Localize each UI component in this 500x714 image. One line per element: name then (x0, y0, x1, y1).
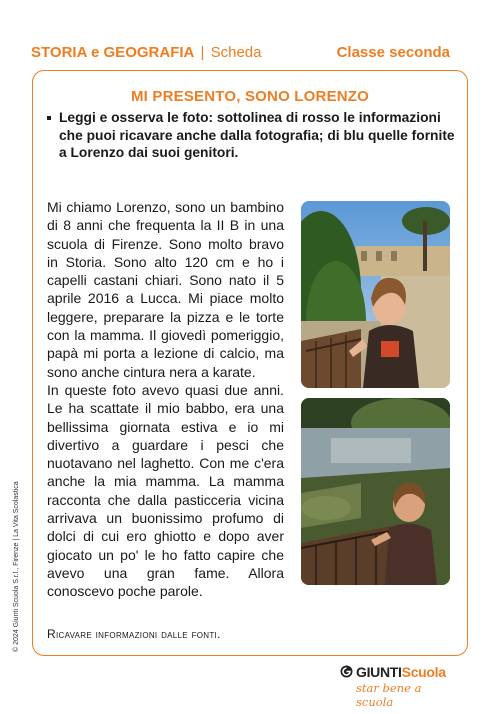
story-paragraph-2: In queste foto avevo quasi due anni. Le ha scattate il mio babbo, era una bellissima giornata estiva e io mi divertivo a guardare i pesci che nuotavano nel laghetto. Con me c'era anche la mia mamma. La mamma racconta che dalla pasticceria vicina arrivava un buonissimo profumo di dolci di cui ero ghiotto e dopo aver giocato un po' le ho fatto capire che avevo una gran fame. Allora conoscevo poche parole. (47, 381, 284, 600)
photo-child-garden (301, 201, 450, 388)
bullet-icon (47, 116, 51, 120)
logo-brand-accent: Scuola (401, 664, 446, 680)
instruction-text: Leggi e osserva le foto: sottolinea di rosso le informazioni che puoi ricavare anche dalla fotografia; di blu quelle fornite a Lorenzo dai suoi genitori. (59, 110, 455, 160)
header-separator: | (200, 44, 205, 61)
section-label: Scheda (210, 44, 262, 61)
instruction-block (47, 109, 462, 162)
story-text (47, 198, 284, 601)
publisher-logo (340, 664, 452, 709)
photo-child-pond (301, 398, 450, 585)
subject-label: STORIA e GEOGRAFIA (31, 44, 195, 61)
page-header (31, 44, 450, 66)
grade-label: Classe seconda (336, 44, 450, 61)
header-subject-area (31, 44, 261, 61)
logo-brand-main: GIUNTI (356, 664, 402, 680)
story-paragraph-1: Mi chiamo Lorenzo, sono un bambino di 8 anni che frequenta la II B in una scuola di Firenze. Sono molto bravo in Storia. Sono alto 120 cm e ho i capelli castani chiari. Sono nato il 5 aprile 2016 a Lucca. Mi piace molto leggere, preparare la pizza e le torte con la mamma. Il giovedì pomeriggio, papà mi porta a lezione di calcio, ma sono anche cintura nera a karate. (47, 199, 284, 380)
worksheet-title: MI PRESENTO, SONO LORENZO (130, 88, 370, 105)
copyright-notice: © 2024 Giunti Scuola S.r.l., Firenze | La Vita Scolastica (13, 481, 20, 652)
learning-objective: Ricavare informazioni dalle fonti. (47, 627, 221, 641)
giunti-logo-icon (340, 665, 353, 678)
logo-tagline: star bene a scuola (356, 681, 422, 709)
logo-brand (356, 664, 446, 680)
